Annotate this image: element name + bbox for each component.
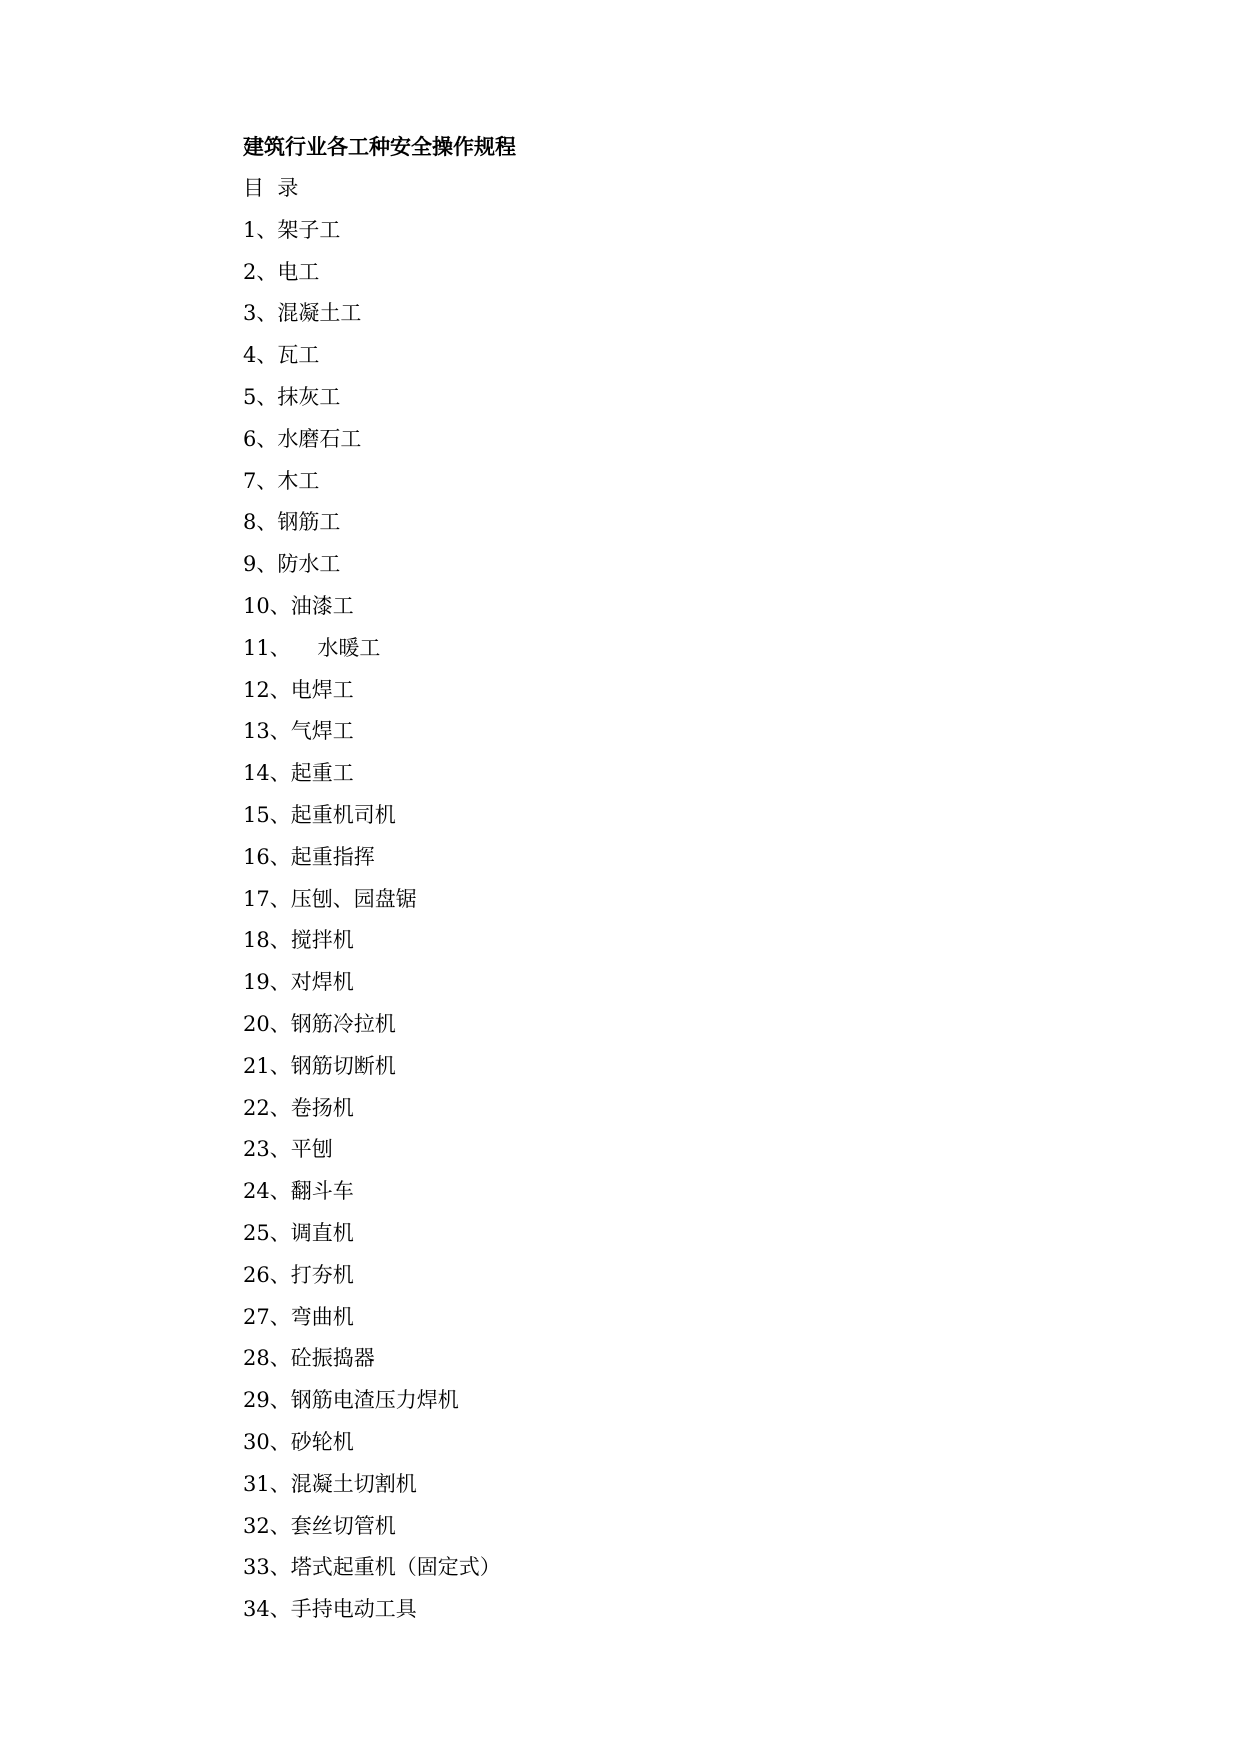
toc-item: 19、对焊机 (243, 970, 354, 995)
toc-item: 18、搅拌机 (243, 928, 354, 953)
toc-item: 14、起重工 (243, 761, 354, 786)
toc-item: 26、打夯机 (243, 1262, 354, 1287)
toc-heading: 目 录 (243, 176, 299, 200)
toc-item: 8、钢筋工 (243, 510, 341, 535)
toc-item: 30、砂轮机 (243, 1429, 354, 1454)
toc-item: 27、弯曲机 (243, 1304, 354, 1329)
toc-item: 3、混凝土工 (243, 301, 362, 326)
toc-item: 15、起重机司机 (243, 802, 396, 827)
toc-item: 13、气焊工 (243, 719, 354, 744)
toc-item: 34、手持电动工具 (243, 1597, 417, 1622)
toc-item: 22、卷扬机 (243, 1095, 354, 1120)
toc-item: 1、架子工 (243, 217, 341, 242)
toc-item: 21、钢筋切断机 (243, 1053, 396, 1078)
document-title: 建筑行业各工种安全操作规程 (243, 134, 516, 159)
toc-item: 20、钢筋冷拉机 (243, 1011, 396, 1036)
toc-item: 23、平刨 (243, 1137, 333, 1162)
toc-item: 16、起重指挥 (243, 844, 375, 869)
toc-item: 17、压刨、园盘锯 (243, 886, 417, 911)
toc-item: 5、抹灰工 (243, 384, 341, 409)
toc-item: 25、调直机 (243, 1220, 354, 1245)
toc-item: 11、 水暖工 (243, 635, 381, 660)
toc-item: 32、套丝切管机 (243, 1513, 396, 1538)
toc-item: 24、翻斗车 (243, 1179, 354, 1204)
document-content (243, 126, 1043, 1631)
toc-item: 4、瓦工 (243, 343, 320, 368)
toc-item: 31、混凝土切割机 (243, 1471, 417, 1496)
toc-item: 10、油漆工 (243, 593, 354, 618)
toc-item: 12、电焊工 (243, 677, 354, 702)
toc-item: 28、砼振捣器 (243, 1346, 375, 1371)
toc-list (243, 210, 1043, 1631)
toc-item: 7、木工 (243, 468, 320, 493)
toc-item: 2、电工 (243, 259, 320, 284)
toc-item: 6、水磨石工 (243, 426, 362, 451)
toc-item: 29、钢筋电渣压力焊机 (243, 1388, 459, 1413)
toc-item: 33、塔式起重机（固定式） (243, 1555, 501, 1580)
toc-item: 9、防水工 (243, 552, 341, 577)
